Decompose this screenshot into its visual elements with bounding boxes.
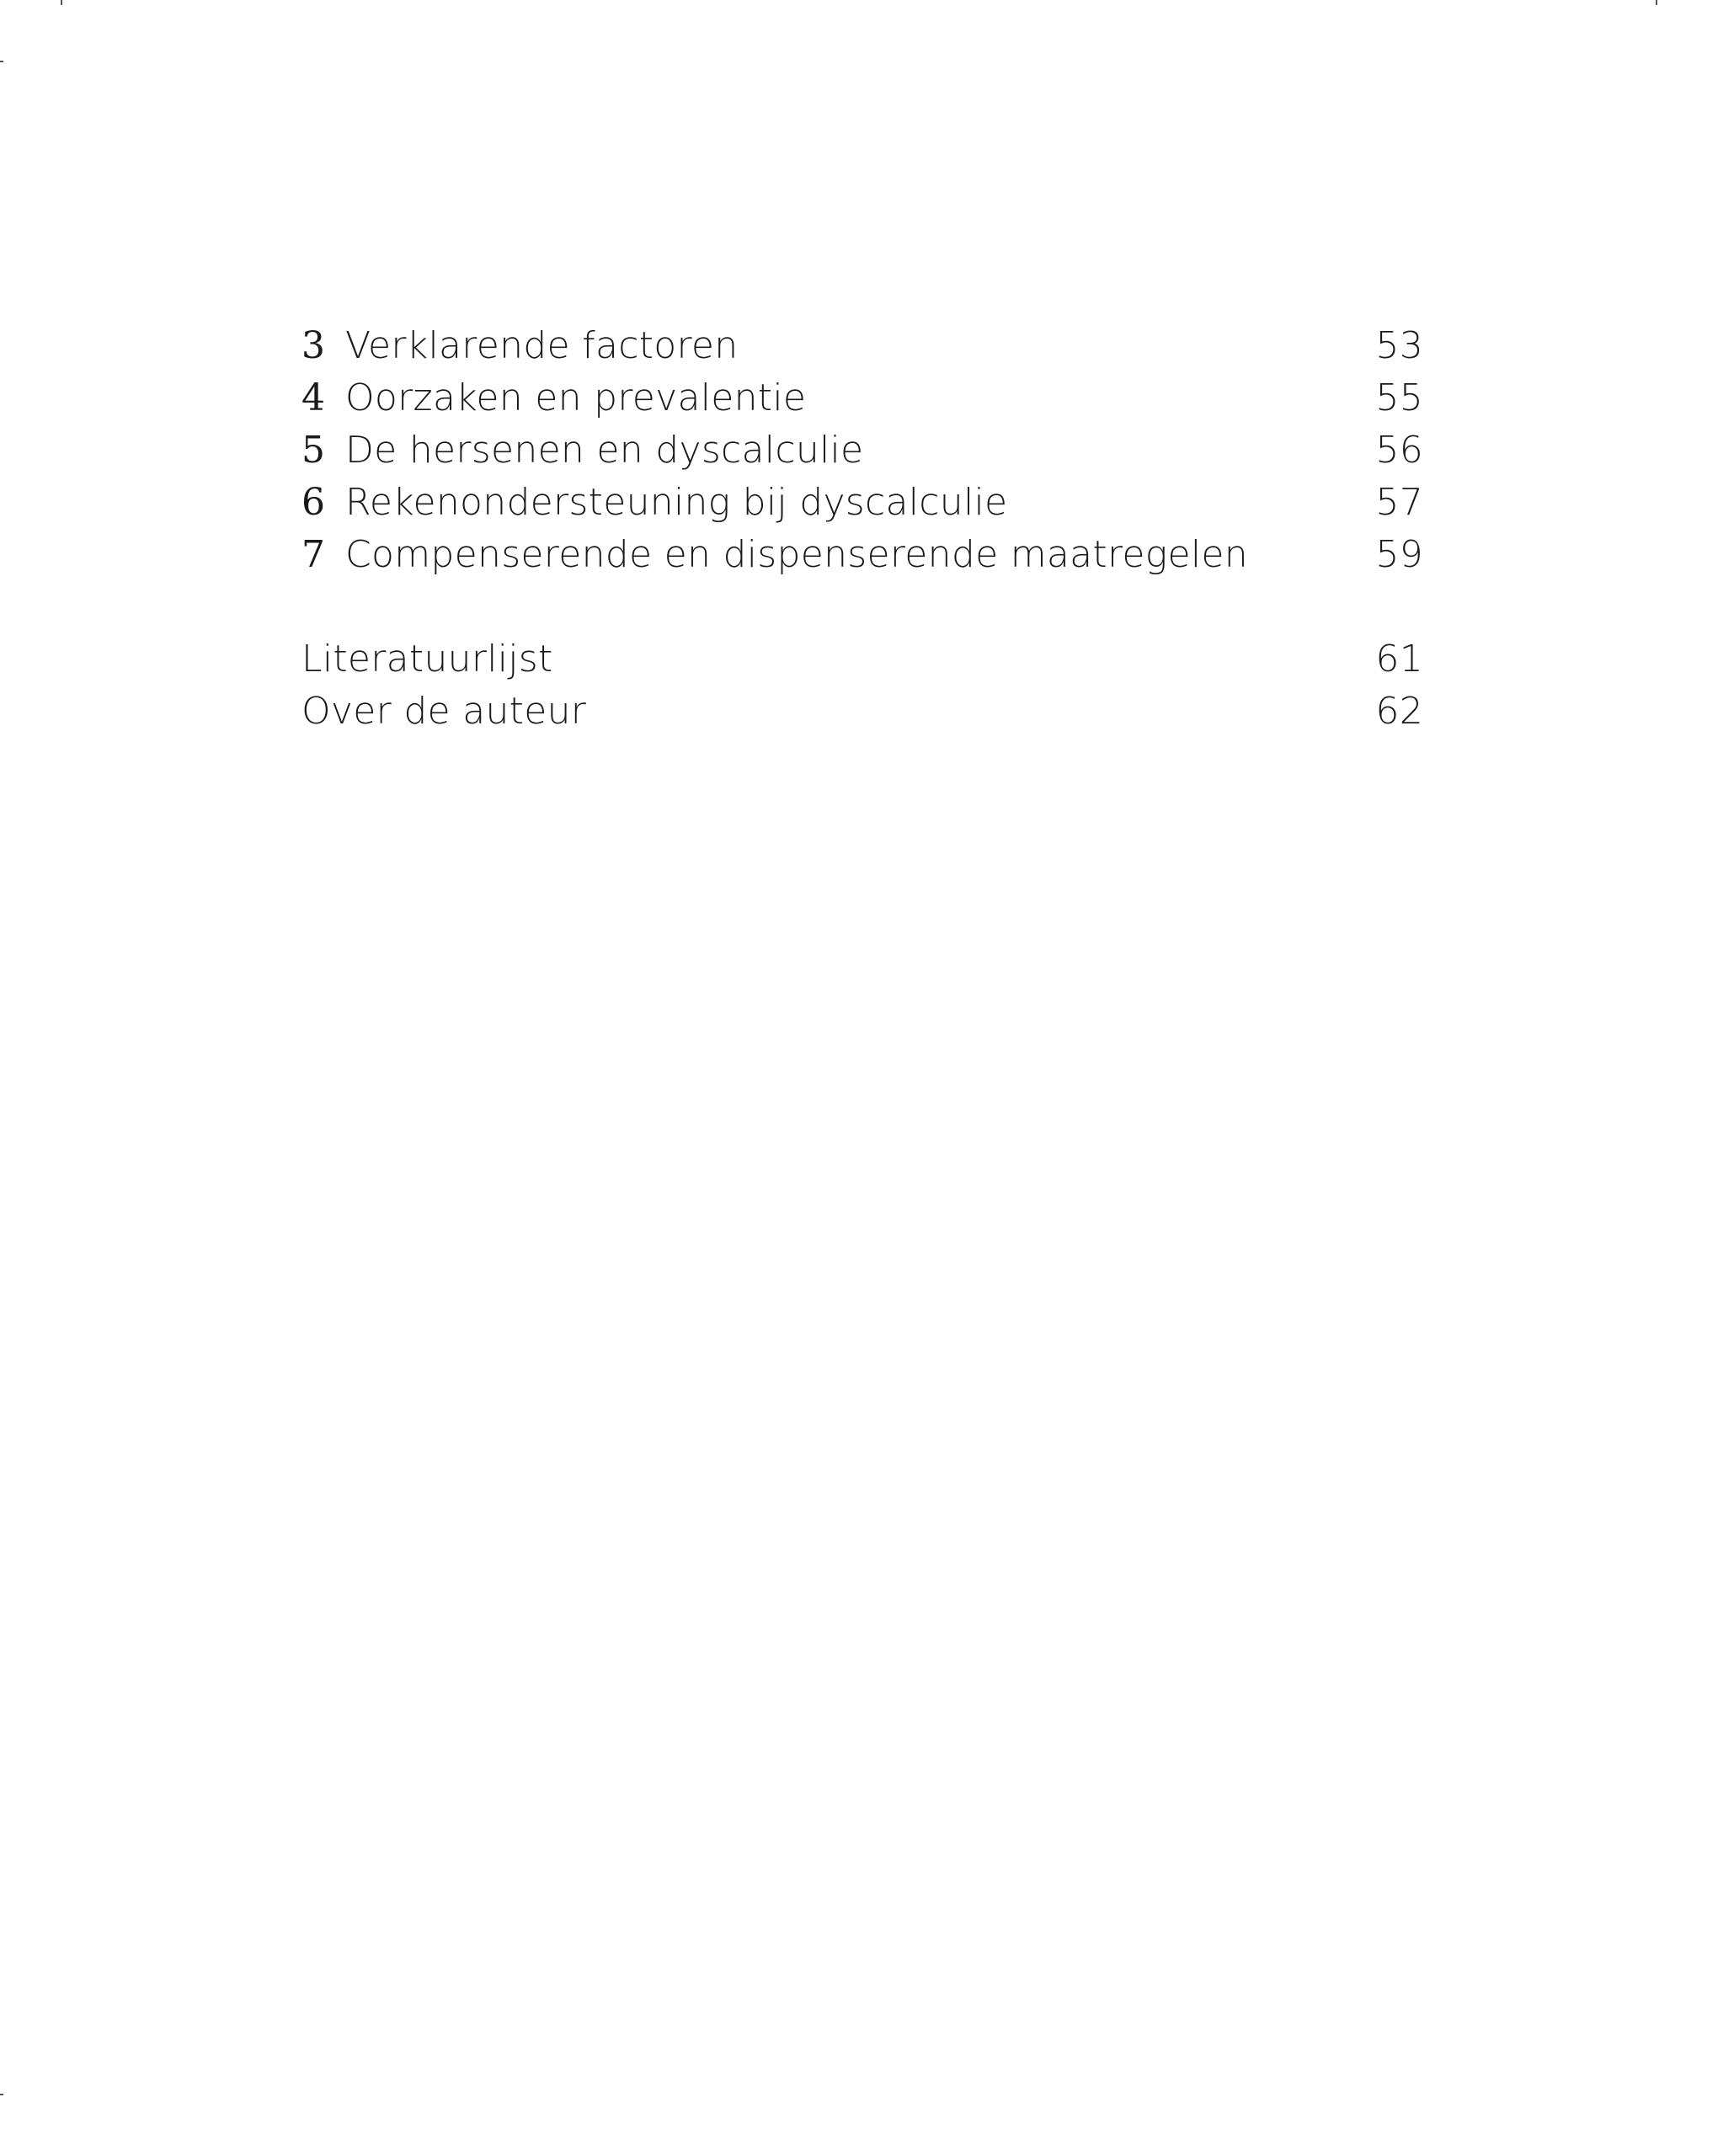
page-number: 53 — [1375, 324, 1423, 367]
chapter-title: Oorzaken en prevalentie — [345, 376, 807, 419]
toc-entry[interactable] — [301, 686, 1423, 738]
chapter-number: 4 — [301, 376, 326, 419]
table-of-contents — [301, 320, 1423, 738]
chapter-title: Rekenondersteuning bij dyscalculie — [345, 481, 1008, 524]
toc-entry[interactable] — [301, 320, 1423, 372]
crop-mark-left-upper — [0, 61, 3, 62]
crop-mark-top-left — [61, 0, 62, 5]
chapter-number: 6 — [301, 481, 326, 524]
crop-mark-top-right — [1656, 0, 1657, 5]
chapter-number: 7 — [301, 533, 326, 576]
chapter-title: De hersenen en dyscalculie — [345, 429, 864, 472]
page-number: 56 — [1375, 429, 1423, 472]
chapter-title: Compenserende en dispenserende maatregelen — [345, 533, 1248, 576]
page-number: 61 — [1375, 638, 1423, 680]
back-matter-list — [301, 633, 1423, 738]
chapter-list — [301, 320, 1423, 581]
chapter-title: Verklarende factoren — [345, 324, 739, 367]
page-number: 59 — [1375, 533, 1423, 576]
crop-mark-left-lower — [0, 2094, 3, 2095]
page-number: 55 — [1375, 376, 1423, 419]
toc-entry[interactable] — [301, 372, 1423, 424]
page-number: 57 — [1375, 481, 1423, 524]
toc-entry[interactable] — [301, 633, 1423, 686]
chapter-number: 3 — [301, 324, 326, 367]
toc-entry[interactable] — [301, 424, 1423, 477]
page-number: 62 — [1375, 690, 1423, 733]
toc-entry[interactable] — [301, 477, 1423, 529]
chapter-number: 5 — [301, 429, 326, 472]
toc-entry[interactable] — [301, 529, 1423, 581]
section-title: Literatuurlijst — [301, 638, 553, 680]
section-title: Over de auteur — [301, 690, 587, 733]
